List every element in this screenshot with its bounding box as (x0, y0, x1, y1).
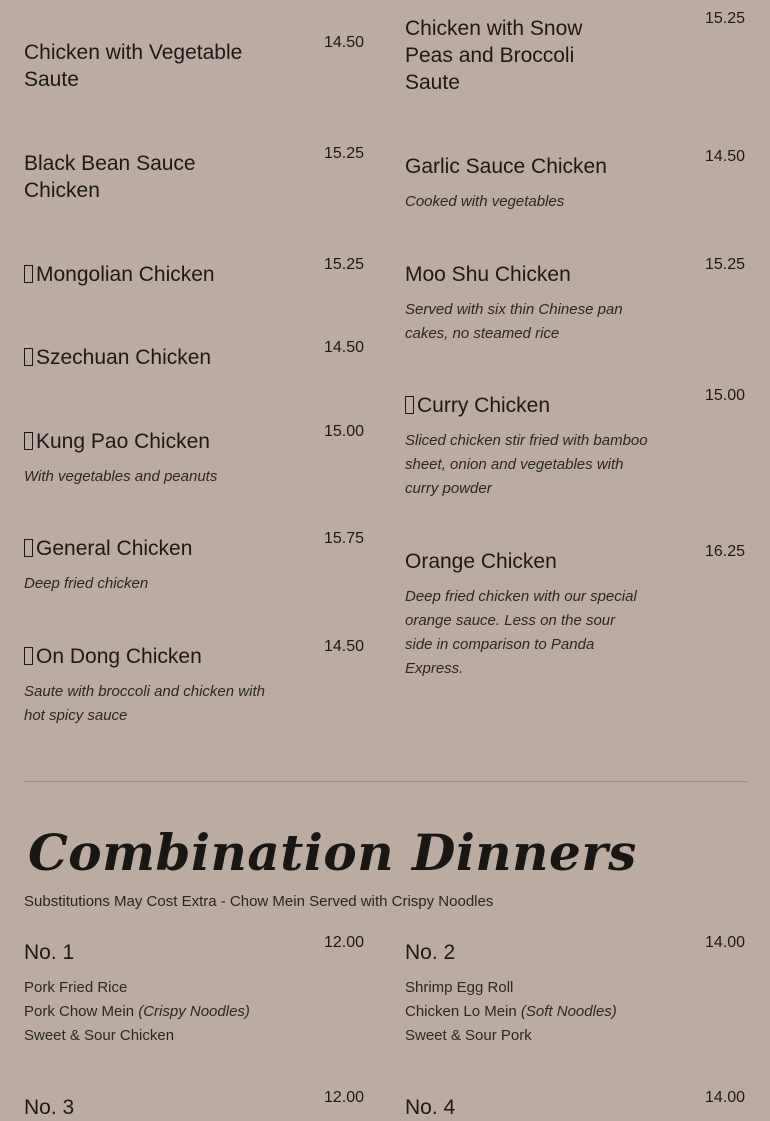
menu-item (24, 339, 364, 371)
combo-line: Pork Chow Mein (Crispy Noodles) (24, 1003, 250, 1020)
item-price: 15.00 (323, 423, 364, 440)
item-description: Cooked with vegetables (405, 193, 565, 210)
item-name: General Chicken (36, 537, 193, 560)
item-price: 14.50 (323, 638, 364, 655)
menu-item (24, 638, 364, 728)
noodle-note: (Soft Noodles) (520, 1003, 617, 1020)
item-description: With vegetables and peanuts (24, 468, 218, 485)
menu-item (405, 256, 745, 346)
item-name: Black Bean Sauce Chicken (24, 152, 196, 202)
item-name: Chicken with Vegetable Saute (24, 41, 243, 91)
item-price: 14.00 (704, 934, 745, 951)
combo-line: Shrimp Egg Roll (405, 979, 514, 996)
menu-item (24, 145, 364, 204)
item-name: Chicken with Snow Peas and Broccoli Saute (405, 17, 583, 94)
item-price: 14.50 (704, 148, 745, 165)
item-name: Orange Chicken (405, 550, 557, 573)
combo-contents (405, 976, 745, 1048)
item-price: 15.00 (704, 387, 745, 404)
item-name: No. 3 (24, 1096, 75, 1119)
combo-line: Sweet & Sour Pork (405, 1027, 532, 1044)
spicy-pepper-icon (24, 265, 33, 283)
section-subtitle: Substitutions May Cost Extra - Chow Mein Served with Crispy Noodles (24, 893, 494, 910)
spicy-pepper-icon (24, 647, 33, 665)
combo-line: Pork Fried Rice (24, 979, 128, 996)
item-price: 12.00 (323, 1089, 364, 1106)
spicy-pepper-icon (405, 396, 414, 414)
menu-item (24, 423, 364, 489)
menu-item (405, 10, 745, 96)
noodle-note: (Crispy Noodles) (138, 1003, 250, 1020)
item-price: 16.25 (704, 543, 745, 560)
combo-line: Chicken Lo Mein (Soft Noodles) (405, 1003, 617, 1020)
item-price: 14.50 (323, 339, 364, 356)
item-name: Mongolian Chicken (36, 263, 215, 286)
combo-item (405, 1089, 745, 1121)
spicy-pepper-icon (24, 348, 33, 366)
menu-item (405, 148, 745, 214)
spicy-pepper-icon (24, 539, 33, 557)
item-description: Sliced chicken stir fried with bamboo sheet, onion and vegetables with curry powder (405, 432, 648, 497)
item-name: No. 2 (405, 941, 456, 964)
item-price: 15.25 (704, 10, 745, 27)
item-name: Garlic Sauce Chicken (405, 155, 607, 178)
menu-item (24, 530, 364, 596)
section-title: Combination Dinners (28, 823, 637, 882)
item-name: No. 4 (405, 1096, 456, 1119)
spicy-pepper-icon (24, 432, 33, 450)
menu-item (405, 387, 745, 501)
item-price: 12.00 (323, 934, 364, 951)
item-price: 15.75 (323, 530, 364, 547)
combo-item (24, 934, 364, 1048)
combo-contents (24, 976, 364, 1048)
item-name: Kung Pao Chicken (36, 430, 210, 453)
item-price: 15.25 (323, 145, 364, 162)
combo-item (24, 1089, 364, 1121)
item-description: Deep fried chicken (24, 575, 149, 592)
item-name: Curry Chicken (417, 394, 551, 417)
item-name: On Dong Chicken (36, 645, 202, 668)
item-price: 14.00 (704, 1089, 745, 1106)
section-divider (24, 781, 747, 782)
item-description: Served with six thin Chinese pan cakes, no steamed rice (405, 301, 623, 342)
menu-item (405, 543, 745, 681)
item-price: 15.25 (704, 256, 745, 273)
item-name: Moo Shu Chicken (405, 263, 571, 286)
combo-item (405, 934, 745, 1048)
item-name: No. 1 (24, 941, 75, 964)
combo-line: Sweet & Sour Chicken (24, 1027, 175, 1044)
item-description: Saute with broccoli and chicken with hot spicy sauce (24, 683, 265, 724)
menu-item (24, 34, 364, 93)
item-description: Deep fried chicken with our special orange sauce. Less on the sour side in comparison to Panda Express. (405, 588, 637, 677)
item-name: Szechuan Chicken (36, 346, 212, 369)
item-price: 14.50 (323, 34, 364, 51)
item-price: 15.25 (323, 256, 364, 273)
menu-item (24, 256, 364, 288)
